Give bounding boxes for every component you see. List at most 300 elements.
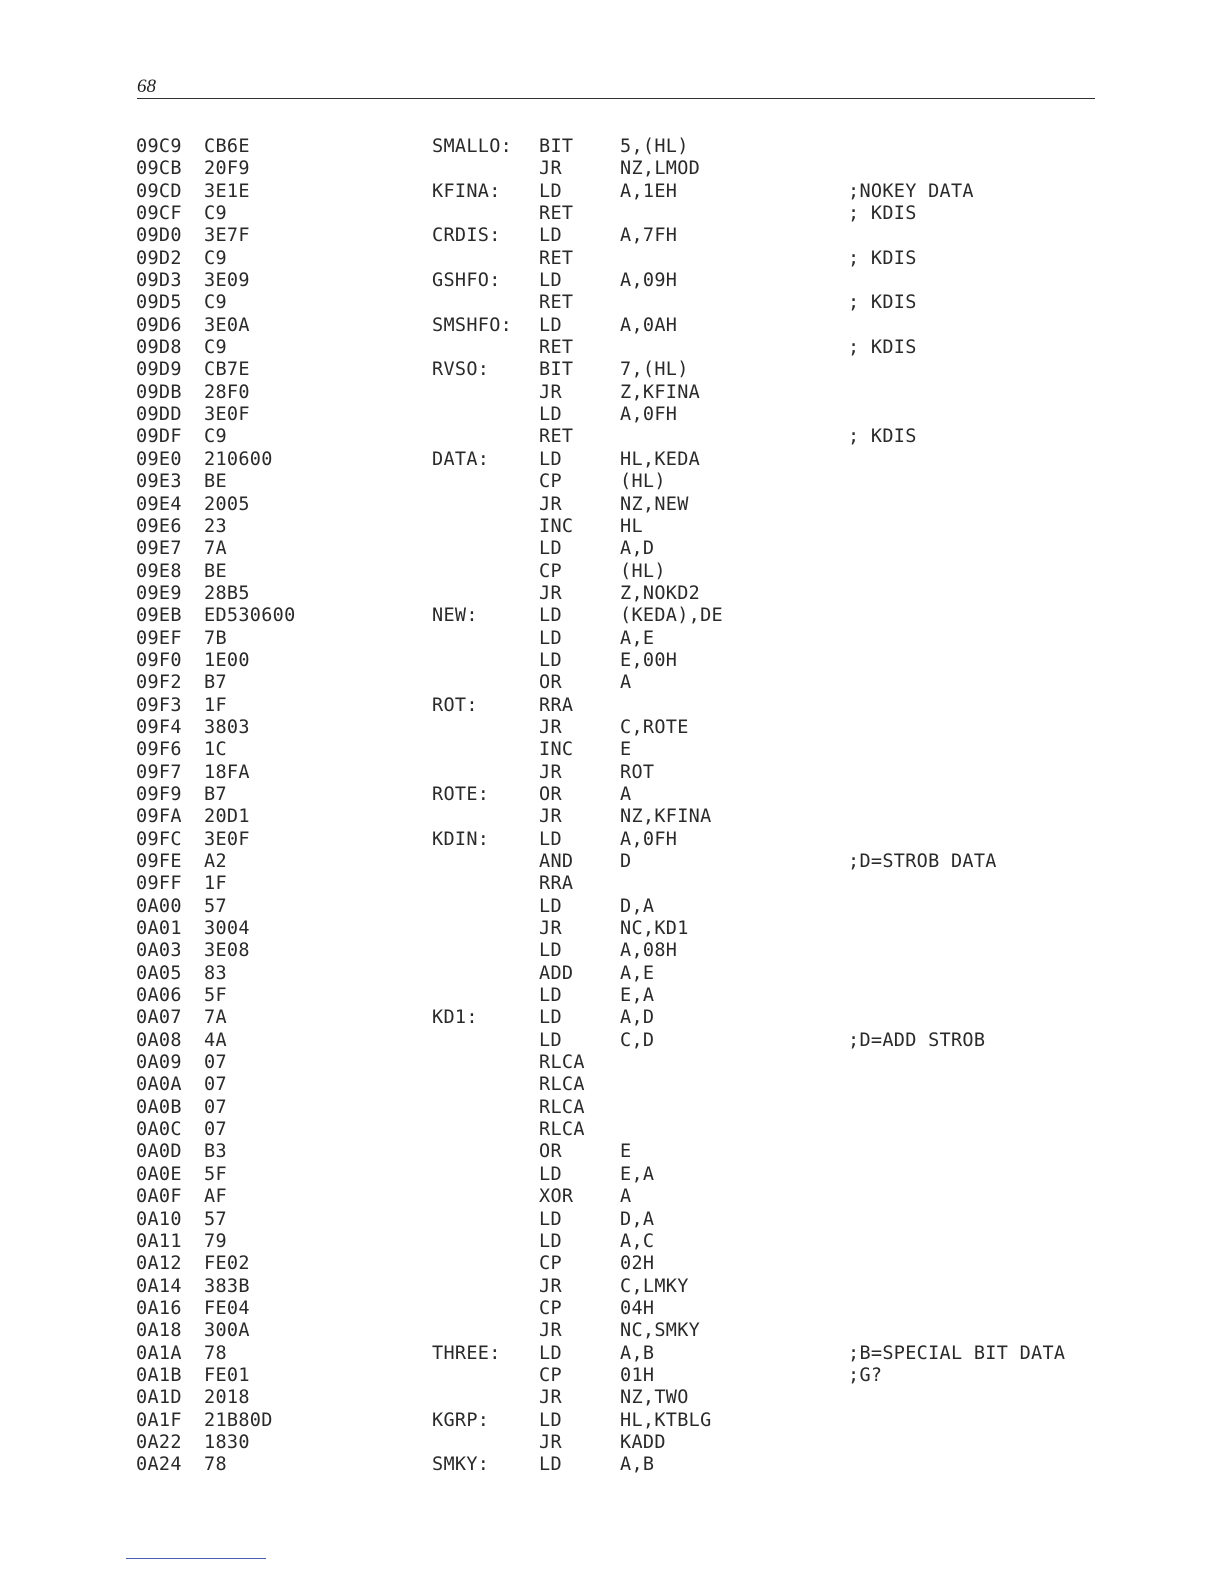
machine-code: 1F bbox=[204, 694, 227, 716]
machine-code: 3004 bbox=[204, 918, 250, 940]
address: 0A24 bbox=[136, 1454, 182, 1476]
mnemonic: LD bbox=[539, 1007, 562, 1029]
machine-code: 1830 bbox=[204, 1431, 250, 1453]
address: 0A08 bbox=[136, 1029, 182, 1051]
operand: (HL) bbox=[620, 560, 666, 582]
assembly-listing bbox=[0, 136, 1224, 1477]
machine-code: BE bbox=[204, 471, 227, 493]
mnemonic: LD bbox=[539, 404, 562, 426]
operand: HL,KEDA bbox=[620, 448, 701, 470]
address: 09D6 bbox=[136, 314, 182, 336]
mnemonic: JR bbox=[539, 158, 562, 180]
operand: 04H bbox=[620, 1297, 655, 1319]
listing-row bbox=[0, 1410, 1224, 1432]
address: 09DB bbox=[136, 381, 182, 403]
operand: A,1EH bbox=[620, 180, 678, 202]
mnemonic: LD bbox=[539, 1409, 562, 1431]
machine-code: BE bbox=[204, 560, 227, 582]
address: 09F0 bbox=[136, 649, 182, 671]
mnemonic: JR bbox=[539, 716, 562, 738]
label: KDIN: bbox=[432, 828, 490, 850]
machine-code: 1E00 bbox=[204, 649, 250, 671]
machine-code: 28F0 bbox=[204, 381, 250, 403]
label: RVSO: bbox=[432, 359, 490, 381]
label: ROTE: bbox=[432, 783, 490, 805]
mnemonic: LD bbox=[539, 180, 562, 202]
operand: (HL) bbox=[620, 471, 666, 493]
mnemonic: CP bbox=[539, 1364, 562, 1386]
operand: A,D bbox=[620, 1007, 655, 1029]
machine-code: 3E7F bbox=[204, 225, 250, 247]
listing-row bbox=[0, 918, 1224, 940]
operand: A,B bbox=[620, 1342, 655, 1364]
listing-row bbox=[0, 829, 1224, 851]
label: KD1: bbox=[432, 1007, 478, 1029]
machine-code: 07 bbox=[204, 1119, 227, 1141]
mnemonic: JR bbox=[539, 918, 562, 940]
mnemonic: LD bbox=[539, 538, 562, 560]
operand: A bbox=[620, 783, 632, 805]
mnemonic: LD bbox=[539, 649, 562, 671]
listing-row bbox=[0, 1298, 1224, 1320]
machine-code: 1C bbox=[204, 739, 227, 761]
address: 09F7 bbox=[136, 761, 182, 783]
listing-row bbox=[0, 985, 1224, 1007]
header-rule bbox=[137, 98, 1095, 99]
machine-code: AF bbox=[204, 1186, 227, 1208]
address: 09E8 bbox=[136, 560, 182, 582]
machine-code: 3E1E bbox=[204, 180, 250, 202]
label: KGRP: bbox=[432, 1409, 490, 1431]
label: KFINA: bbox=[432, 180, 501, 202]
mnemonic: RLCA bbox=[539, 1052, 585, 1074]
mnemonic: RET bbox=[539, 203, 574, 225]
machine-code: 57 bbox=[204, 1208, 227, 1230]
machine-code: 20F9 bbox=[204, 158, 250, 180]
operand: A,C bbox=[620, 1230, 655, 1252]
address: 0A05 bbox=[136, 962, 182, 984]
mnemonic: XOR bbox=[539, 1186, 574, 1208]
operand: D bbox=[620, 851, 632, 872]
mnemonic: LD bbox=[539, 270, 562, 292]
mnemonic: LD bbox=[539, 1342, 562, 1364]
listing-row bbox=[0, 896, 1224, 918]
listing-row bbox=[0, 337, 1224, 359]
mnemonic: LD bbox=[539, 985, 562, 1007]
mnemonic: OR bbox=[539, 1141, 562, 1163]
address: 09CB bbox=[136, 158, 182, 180]
address: 09D0 bbox=[136, 225, 182, 247]
address: 09FA bbox=[136, 806, 182, 828]
listing-row bbox=[0, 1253, 1224, 1275]
mnemonic: JR bbox=[539, 582, 562, 604]
listing-row bbox=[0, 1186, 1224, 1208]
address: 0A11 bbox=[136, 1230, 182, 1252]
machine-code: 383B bbox=[204, 1275, 250, 1297]
mnemonic: RRA bbox=[539, 873, 574, 895]
listing-row bbox=[0, 1007, 1224, 1029]
mnemonic: RRA bbox=[539, 694, 574, 716]
address: 09FE bbox=[136, 851, 182, 872]
address: 0A06 bbox=[136, 985, 182, 1007]
machine-code: 21B80D bbox=[204, 1409, 273, 1431]
operand: KADD bbox=[620, 1431, 666, 1453]
operand: A bbox=[620, 1186, 632, 1208]
operand: A,D bbox=[620, 538, 655, 560]
address: 09D3 bbox=[136, 270, 182, 292]
machine-code: 7A bbox=[204, 1007, 227, 1029]
operand: D,A bbox=[620, 895, 655, 917]
operand: 5,(HL) bbox=[620, 136, 689, 157]
machine-code: CB7E bbox=[204, 359, 250, 381]
comment: ; KDIS bbox=[848, 337, 917, 359]
listing-row bbox=[0, 1119, 1224, 1141]
mnemonic: RLCA bbox=[539, 1119, 585, 1141]
address: 0A01 bbox=[136, 918, 182, 940]
mnemonic: ADD bbox=[539, 962, 574, 984]
machine-code: 78 bbox=[204, 1454, 227, 1476]
listing-row bbox=[0, 181, 1224, 203]
listing-row bbox=[0, 1052, 1224, 1074]
listing-row bbox=[0, 315, 1224, 337]
label: DATA: bbox=[432, 448, 490, 470]
listing-row bbox=[0, 292, 1224, 314]
operand: (KEDA),DE bbox=[620, 605, 723, 627]
address: 09F4 bbox=[136, 716, 182, 738]
listing-row bbox=[0, 449, 1224, 471]
address: 0A1F bbox=[136, 1409, 182, 1431]
mnemonic: LD bbox=[539, 1230, 562, 1252]
comment: ; KDIS bbox=[848, 426, 917, 448]
mnemonic: JR bbox=[539, 1320, 562, 1342]
address: 09DD bbox=[136, 404, 182, 426]
mnemonic: CP bbox=[539, 1253, 562, 1275]
operand: NZ,NEW bbox=[620, 493, 689, 515]
listing-row bbox=[0, 1365, 1224, 1387]
mnemonic: INC bbox=[539, 739, 574, 761]
machine-code: FE04 bbox=[204, 1297, 250, 1319]
listing-row bbox=[0, 382, 1224, 404]
machine-code: 3E09 bbox=[204, 270, 250, 292]
machine-code: 20D1 bbox=[204, 806, 250, 828]
operand: NC,SMKY bbox=[620, 1320, 701, 1342]
listing-row bbox=[0, 1164, 1224, 1186]
listing-row bbox=[0, 1454, 1224, 1476]
machine-code: 3E0A bbox=[204, 314, 250, 336]
machine-code: B3 bbox=[204, 1141, 227, 1163]
listing-row bbox=[0, 851, 1224, 873]
machine-code: C9 bbox=[204, 426, 227, 448]
mnemonic: JR bbox=[539, 1275, 562, 1297]
machine-code: 5F bbox=[204, 985, 227, 1007]
address: 0A0E bbox=[136, 1163, 182, 1185]
machine-code: 3E0F bbox=[204, 828, 250, 850]
mnemonic: RET bbox=[539, 337, 574, 359]
machine-code: 1F bbox=[204, 873, 227, 895]
machine-code: 28B5 bbox=[204, 582, 250, 604]
operand: NC,KD1 bbox=[620, 918, 689, 940]
address: 09CF bbox=[136, 203, 182, 225]
listing-row bbox=[0, 605, 1224, 627]
machine-code: 07 bbox=[204, 1074, 227, 1096]
address: 0A03 bbox=[136, 940, 182, 962]
listing-row bbox=[0, 695, 1224, 717]
address: 09EF bbox=[136, 627, 182, 649]
mnemonic: RET bbox=[539, 292, 574, 314]
address: 09D9 bbox=[136, 359, 182, 381]
address: 09D8 bbox=[136, 337, 182, 359]
machine-code: 07 bbox=[204, 1052, 227, 1074]
label: GSHFO: bbox=[432, 270, 501, 292]
machine-code: 07 bbox=[204, 1096, 227, 1118]
machine-code: CB6E bbox=[204, 136, 250, 157]
address: 09E4 bbox=[136, 493, 182, 515]
operand: A,09H bbox=[620, 270, 678, 292]
operand: Z,KFINA bbox=[620, 381, 701, 403]
comment: ; KDIS bbox=[848, 203, 917, 225]
address: 09EB bbox=[136, 605, 182, 627]
operand: HL,KTBLG bbox=[620, 1409, 712, 1431]
address: 0A0A bbox=[136, 1074, 182, 1096]
address: 0A0C bbox=[136, 1119, 182, 1141]
machine-code: 23 bbox=[204, 515, 227, 537]
listing-row bbox=[0, 583, 1224, 605]
listing-row bbox=[0, 784, 1224, 806]
machine-code: 83 bbox=[204, 962, 227, 984]
page-number: 68 bbox=[137, 76, 156, 97]
label: THREE: bbox=[432, 1342, 501, 1364]
operand: NZ,TWO bbox=[620, 1387, 689, 1409]
operand: A,0AH bbox=[620, 314, 678, 336]
mnemonic: INC bbox=[539, 515, 574, 537]
listing-row bbox=[0, 359, 1224, 381]
listing-row bbox=[0, 426, 1224, 448]
operand: E bbox=[620, 1141, 632, 1163]
address: 09F9 bbox=[136, 783, 182, 805]
address: 09F3 bbox=[136, 694, 182, 716]
comment: ;NOKEY DATA bbox=[848, 180, 974, 202]
address: 09E9 bbox=[136, 582, 182, 604]
address: 09D5 bbox=[136, 292, 182, 314]
mnemonic: OR bbox=[539, 783, 562, 805]
address: 0A1B bbox=[136, 1364, 182, 1386]
comment: ;D=ADD STROB bbox=[848, 1029, 986, 1051]
mnemonic: LD bbox=[539, 448, 562, 470]
machine-code: 7A bbox=[204, 538, 227, 560]
operand: NZ,KFINA bbox=[620, 806, 712, 828]
address: 09D2 bbox=[136, 247, 182, 269]
operand: A bbox=[620, 672, 632, 694]
mnemonic: JR bbox=[539, 761, 562, 783]
operand: 7,(HL) bbox=[620, 359, 689, 381]
address: 09E7 bbox=[136, 538, 182, 560]
operand: 01H bbox=[620, 1364, 655, 1386]
machine-code: C9 bbox=[204, 247, 227, 269]
comment: ; KDIS bbox=[848, 247, 917, 269]
address: 09F2 bbox=[136, 672, 182, 694]
listing-row bbox=[0, 225, 1224, 247]
listing-row bbox=[0, 494, 1224, 516]
listing-row bbox=[0, 628, 1224, 650]
listing-row bbox=[0, 1030, 1224, 1052]
listing-row bbox=[0, 270, 1224, 292]
listing-row bbox=[0, 1231, 1224, 1253]
operand: C,ROTE bbox=[620, 716, 689, 738]
label: SMKY: bbox=[432, 1454, 490, 1476]
mnemonic: RET bbox=[539, 426, 574, 448]
label: SMSHFO: bbox=[432, 314, 513, 336]
machine-code: 7B bbox=[204, 627, 227, 649]
machine-code: 2018 bbox=[204, 1387, 250, 1409]
listing-row bbox=[0, 739, 1224, 761]
listing-row bbox=[0, 873, 1224, 895]
machine-code: 78 bbox=[204, 1342, 227, 1364]
operand: E bbox=[620, 739, 632, 761]
machine-code: 3803 bbox=[204, 716, 250, 738]
machine-code: 18FA bbox=[204, 761, 250, 783]
mnemonic: RET bbox=[539, 247, 574, 269]
listing-row bbox=[0, 717, 1224, 739]
address: 09E6 bbox=[136, 515, 182, 537]
listing-row bbox=[0, 1097, 1224, 1119]
machine-code: ED530600 bbox=[204, 605, 296, 627]
address: 0A12 bbox=[136, 1253, 182, 1275]
listing-row bbox=[0, 672, 1224, 694]
label: ROT: bbox=[432, 694, 478, 716]
mnemonic: LD bbox=[539, 627, 562, 649]
mnemonic: LD bbox=[539, 1163, 562, 1185]
listing-row bbox=[0, 158, 1224, 180]
listing-row bbox=[0, 404, 1224, 426]
address: 09E0 bbox=[136, 448, 182, 470]
operand: A,E bbox=[620, 627, 655, 649]
mnemonic: LD bbox=[539, 895, 562, 917]
listing-row bbox=[0, 1387, 1224, 1409]
address: 0A18 bbox=[136, 1320, 182, 1342]
mnemonic: RLCA bbox=[539, 1074, 585, 1096]
address: 0A10 bbox=[136, 1208, 182, 1230]
listing-row bbox=[0, 136, 1224, 158]
listing-row bbox=[0, 1209, 1224, 1231]
label: NEW: bbox=[432, 605, 478, 627]
mnemonic: LD bbox=[539, 940, 562, 962]
operand: A,0FH bbox=[620, 828, 678, 850]
machine-code: 57 bbox=[204, 895, 227, 917]
operand: C,D bbox=[620, 1029, 655, 1051]
mnemonic: JR bbox=[539, 1387, 562, 1409]
machine-code: C9 bbox=[204, 292, 227, 314]
mnemonic: JR bbox=[539, 381, 562, 403]
mnemonic: JR bbox=[539, 493, 562, 515]
machine-code: B7 bbox=[204, 672, 227, 694]
listing-row bbox=[0, 203, 1224, 225]
operand: A,E bbox=[620, 962, 655, 984]
operand: E,A bbox=[620, 1163, 655, 1185]
mnemonic: CP bbox=[539, 1297, 562, 1319]
listing-row bbox=[0, 1320, 1224, 1342]
mnemonic: JR bbox=[539, 806, 562, 828]
address: 0A16 bbox=[136, 1297, 182, 1319]
mnemonic: JR bbox=[539, 1431, 562, 1453]
listing-row bbox=[0, 963, 1224, 985]
listing-row bbox=[0, 1074, 1224, 1096]
footer-rule bbox=[126, 1558, 266, 1559]
mnemonic: BIT bbox=[539, 136, 574, 157]
machine-code: A2 bbox=[204, 851, 227, 872]
listing-row bbox=[0, 516, 1224, 538]
operand: A,7FH bbox=[620, 225, 678, 247]
comment: ;D=STROB DATA bbox=[848, 851, 997, 872]
listing-row bbox=[0, 1276, 1224, 1298]
listing-row bbox=[0, 762, 1224, 784]
operand: A,08H bbox=[620, 940, 678, 962]
address: 0A0F bbox=[136, 1186, 182, 1208]
mnemonic: LD bbox=[539, 225, 562, 247]
comment: ;G? bbox=[848, 1364, 883, 1386]
address: 09CD bbox=[136, 180, 182, 202]
label: SMALLO: bbox=[432, 136, 513, 157]
machine-code: 79 bbox=[204, 1230, 227, 1252]
machine-code: 3E08 bbox=[204, 940, 250, 962]
comment: ; KDIS bbox=[848, 292, 917, 314]
mnemonic: CP bbox=[539, 560, 562, 582]
listing-row bbox=[0, 1141, 1224, 1163]
label: CRDIS: bbox=[432, 225, 501, 247]
address: 0A0D bbox=[136, 1141, 182, 1163]
listing-row bbox=[0, 806, 1224, 828]
listing-row bbox=[0, 1432, 1224, 1454]
machine-code: 4A bbox=[204, 1029, 227, 1051]
operand: E,00H bbox=[620, 649, 678, 671]
mnemonic: LD bbox=[539, 1029, 562, 1051]
address: 09FF bbox=[136, 873, 182, 895]
machine-code: 210600 bbox=[204, 448, 273, 470]
operand: C,LMKY bbox=[620, 1275, 689, 1297]
operand: 02H bbox=[620, 1253, 655, 1275]
operand: A,0FH bbox=[620, 404, 678, 426]
mnemonic: AND bbox=[539, 851, 574, 872]
machine-code: 5F bbox=[204, 1163, 227, 1185]
operand: A,B bbox=[620, 1454, 655, 1476]
listing-row bbox=[0, 650, 1224, 672]
mnemonic: LD bbox=[539, 605, 562, 627]
listing-row bbox=[0, 1343, 1224, 1365]
mnemonic: LD bbox=[539, 828, 562, 850]
operand: ROT bbox=[620, 761, 655, 783]
machine-code: FE02 bbox=[204, 1253, 250, 1275]
listing-row bbox=[0, 940, 1224, 962]
mnemonic: CP bbox=[539, 471, 562, 493]
machine-code: C9 bbox=[204, 337, 227, 359]
mnemonic: LD bbox=[539, 1454, 562, 1476]
listing-row bbox=[0, 471, 1224, 493]
machine-code: C9 bbox=[204, 203, 227, 225]
machine-code: FE01 bbox=[204, 1364, 250, 1386]
machine-code: 3E0F bbox=[204, 404, 250, 426]
address: 09F6 bbox=[136, 739, 182, 761]
operand: D,A bbox=[620, 1208, 655, 1230]
mnemonic: LD bbox=[539, 1208, 562, 1230]
address: 0A09 bbox=[136, 1052, 182, 1074]
address: 09DF bbox=[136, 426, 182, 448]
address: 0A1D bbox=[136, 1387, 182, 1409]
machine-code: B7 bbox=[204, 783, 227, 805]
operand: Z,NOKD2 bbox=[620, 582, 701, 604]
comment: ;B=SPECIAL BIT DATA bbox=[848, 1342, 1066, 1364]
listing-row bbox=[0, 561, 1224, 583]
machine-code: 2005 bbox=[204, 493, 250, 515]
address: 09E3 bbox=[136, 471, 182, 493]
